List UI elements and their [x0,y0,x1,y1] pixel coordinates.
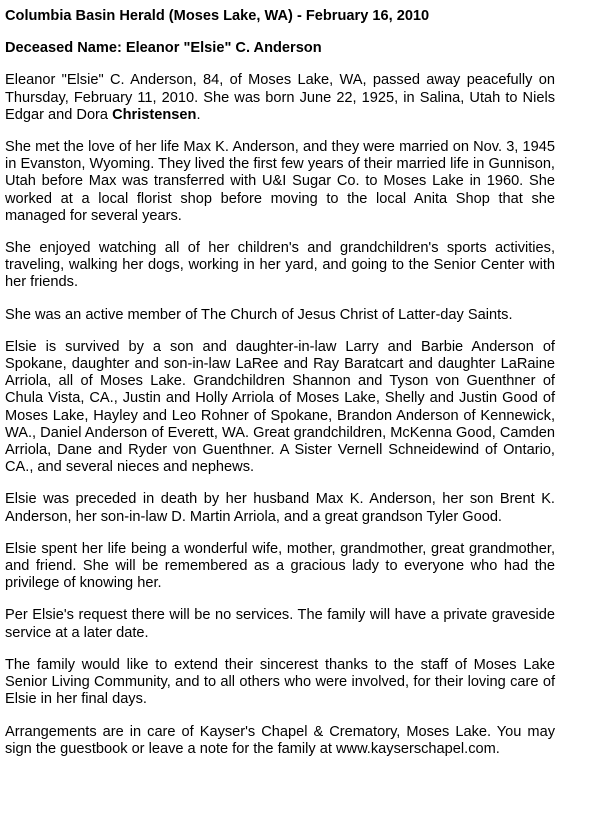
paragraph-marriage: She met the love of her life Max K. Anderson, and they were married on Nov. 3, 1945 in Evanston, Wyoming. They lived the first few years of their married life in Gunnison, Utah before Max was transferred with U&I Sugar Co. to Moses Lake in 1960. She worked at a local florist shop before moving to the local Anita Shop that she managed for several years. [5,139,555,224]
paragraph-birth-text: Eleanor "Elsie" C. Anderson, 84, of Moses Lake, WA, passed away peacefully on Thursday, February 11, 2010. She was born June 22, 1925, in Salina, Utah to Niels Edgar and Dora [5,72,555,123]
paragraph-birth [5,72,555,124]
paragraph-tribute: Elsie spent her life being a wonderful wife, mother, grandmother, great grandmother, and friend. She will be remembered as a gracious lady to everyone who had the privilege of knowing her. [5,540,555,592]
paragraph-preceded: Elsie was preceded in death by her husband Max K. Anderson, her son Brent K. Anderson, her son-in-law D. Martin Arriola, and a great grandson Tyler Good. [5,491,555,525]
maiden-name: Christensen [112,106,197,123]
paragraph-church: She was an active member of The Church of Jesus Christ of Latter-day Saints. [5,306,513,323]
paragraph-services: Per Elsie's request there will be no services. The family will have a private graveside service at a later date. [5,607,555,641]
publication-header: Columbia Basin Herald (Moses Lake, WA) - February 16, 2010 [5,8,430,24]
paragraph-hobbies: She enjoyed watching all of her children's and grandchildren's sports activities, traveling, walking her dogs, working in her yard, and going to the Senior Center with her friends. [5,240,555,291]
obituary-document [5,8,555,758]
paragraph-survivors: Elsie is survived by a son and daughter-in-law Larry and Barbie Anderson of Spokane, daughter and son-in-law LaRee and Ray Baratcart and daughter LaRaine Arriola, all of Moses Lake. Grandchildren Shannon and Tyson von Guenthner of Chula Vista, CA., Justin and Holly Arriola of Moses Lake, Shelly and Justin Good of Moses Lake, Hayley and Leo Rohner of Spokane, Brandon Anderson of Kennewick, WA., Daniel Anderson of Everett, WA. Great grandchildren, McKenna Good, Camden Arriola, Dane and Ryder von Guenthner. A Sister Vernell Schneidewind of Ontario, CA., and several nieces and nephews. [5,338,555,476]
paragraph-thanks: The family would like to extend their sincerest thanks to the staff of Moses Lake Senior Living Community, and to all others who were involved, for their loving care of Elsie in her final days. [5,656,555,708]
paragraph-arrangements: Arrangements are in care of Kayser's Chapel & Crematory, Moses Lake. You may sign the guestbook or leave a note for the family at www.kayserschapel.com. [5,723,555,757]
deceased-name-heading: Deceased Name: Eleanor "Elsie" C. Anderson [5,40,322,57]
paragraph-birth-end: . [196,106,201,123]
